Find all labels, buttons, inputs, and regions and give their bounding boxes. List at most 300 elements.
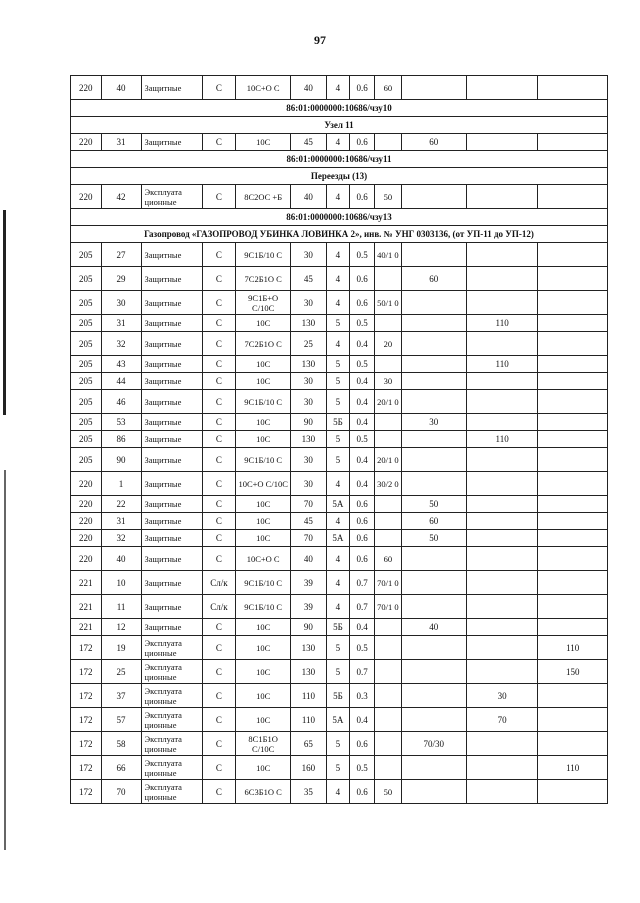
cell-cut-d bbox=[538, 780, 608, 804]
cell-cut-a bbox=[375, 134, 401, 151]
cell-composition: 10С bbox=[236, 756, 291, 780]
cell-cut-d bbox=[538, 547, 608, 571]
cell-cut-d bbox=[538, 595, 608, 619]
cell-cut-d bbox=[538, 496, 608, 513]
cell-cut-a: 20 bbox=[375, 332, 401, 356]
cell-class: 4 bbox=[326, 571, 349, 595]
cell-cut-d bbox=[538, 571, 608, 595]
cell-quarter: 205 bbox=[71, 332, 102, 356]
cell-cut-a: 20/1 0 bbox=[375, 390, 401, 414]
cell-owner: С bbox=[202, 513, 236, 530]
cell-cut-d bbox=[538, 315, 608, 332]
table-row bbox=[71, 547, 608, 571]
cell-cut-b: 40 bbox=[401, 619, 466, 636]
cell-composition: 10С bbox=[236, 530, 291, 547]
table-section-header bbox=[71, 168, 608, 185]
table-section-header bbox=[71, 226, 608, 243]
cell-plot: 66 bbox=[101, 756, 141, 780]
cell-composition: 8С2ОС +Б bbox=[236, 185, 291, 209]
cell-cut-c bbox=[466, 448, 538, 472]
cell-cut-a bbox=[375, 530, 401, 547]
cell-cut-c bbox=[466, 636, 538, 660]
cell-cut-a: 40/1 0 bbox=[375, 243, 401, 267]
cell-cut-b bbox=[401, 243, 466, 267]
cell-plot: 31 bbox=[101, 134, 141, 151]
cell-cut-c bbox=[466, 780, 538, 804]
cell-owner: С bbox=[202, 530, 236, 547]
cell-cut-a: 60 bbox=[375, 76, 401, 100]
table-row bbox=[71, 448, 608, 472]
cell-cut-d: 110 bbox=[538, 636, 608, 660]
cell-composition: 10С bbox=[236, 636, 291, 660]
table-row bbox=[71, 332, 608, 356]
cell-category: Защитные bbox=[141, 547, 202, 571]
cell-density: 0.4 bbox=[349, 448, 374, 472]
cell-class: 4 bbox=[326, 76, 349, 100]
section-header-text: 86:01:0000000:10686/чзу13 bbox=[71, 209, 608, 226]
cell-cut-c bbox=[466, 472, 538, 496]
cell-quarter: 205 bbox=[71, 356, 102, 373]
cell-cut-a bbox=[375, 496, 401, 513]
cell-cut-c: 110 bbox=[466, 431, 538, 448]
cell-cut-b bbox=[401, 708, 466, 732]
cell-cut-b bbox=[401, 291, 466, 315]
cell-plot: 44 bbox=[101, 373, 141, 390]
cell-cut-c bbox=[466, 243, 538, 267]
cell-plot: 10 bbox=[101, 571, 141, 595]
cell-age: 160 bbox=[291, 756, 327, 780]
cell-quarter: 205 bbox=[71, 267, 102, 291]
table-row bbox=[71, 431, 608, 448]
cell-composition: 10С bbox=[236, 619, 291, 636]
cell-density: 0.7 bbox=[349, 660, 374, 684]
cell-cut-d bbox=[538, 373, 608, 390]
cell-cut-d bbox=[538, 530, 608, 547]
cell-cut-b bbox=[401, 448, 466, 472]
cell-composition: 10С+О С bbox=[236, 547, 291, 571]
cell-composition: 7С2Б1О С bbox=[236, 332, 291, 356]
cell-plot: 37 bbox=[101, 684, 141, 708]
cell-cut-d bbox=[538, 448, 608, 472]
cell-age: 39 bbox=[291, 571, 327, 595]
table-row bbox=[71, 595, 608, 619]
cell-owner: С bbox=[202, 496, 236, 513]
cell-category: Эксплуата ционные bbox=[141, 185, 202, 209]
cell-owner: С bbox=[202, 547, 236, 571]
cell-class: 5А bbox=[326, 708, 349, 732]
cell-composition: 10С bbox=[236, 414, 291, 431]
table-section-header bbox=[71, 151, 608, 168]
cell-cut-b bbox=[401, 356, 466, 373]
cell-cut-b bbox=[401, 390, 466, 414]
cell-density: 0.5 bbox=[349, 315, 374, 332]
cell-category: Эксплуата ционные bbox=[141, 636, 202, 660]
cell-owner: С bbox=[202, 414, 236, 431]
section-header-text: 86:01:0000000:10686/чзу10 bbox=[71, 100, 608, 117]
cell-density: 0.4 bbox=[349, 390, 374, 414]
scan-margin-mark bbox=[3, 210, 6, 415]
cell-plot: 32 bbox=[101, 332, 141, 356]
cell-cut-b: 50 bbox=[401, 530, 466, 547]
cell-class: 4 bbox=[326, 243, 349, 267]
cell-class: 4 bbox=[326, 513, 349, 530]
cell-composition: 9С1Б+О С/10С bbox=[236, 291, 291, 315]
cell-cut-b: 70/30 bbox=[401, 732, 466, 756]
cell-class: 4 bbox=[326, 472, 349, 496]
cell-composition: 10С+О С bbox=[236, 76, 291, 100]
section-header-text: Переезды (13) bbox=[71, 168, 608, 185]
cell-class: 4 bbox=[326, 185, 349, 209]
cell-owner: С bbox=[202, 291, 236, 315]
cell-cut-a bbox=[375, 315, 401, 332]
cell-owner: С bbox=[202, 684, 236, 708]
cell-cut-c bbox=[466, 513, 538, 530]
cell-cut-a: 50/1 0 bbox=[375, 291, 401, 315]
cell-cut-a: 20/1 0 bbox=[375, 448, 401, 472]
cell-category: Защитные bbox=[141, 390, 202, 414]
cell-cut-a bbox=[375, 356, 401, 373]
page-number: 97 bbox=[314, 33, 326, 47]
cell-age: 90 bbox=[291, 619, 327, 636]
cell-plot: 25 bbox=[101, 660, 141, 684]
cell-owner: С bbox=[202, 431, 236, 448]
cell-quarter: 220 bbox=[71, 496, 102, 513]
cell-cut-c bbox=[466, 291, 538, 315]
cell-cut-a bbox=[375, 414, 401, 431]
table-section-header bbox=[71, 117, 608, 134]
cell-cut-c bbox=[466, 547, 538, 571]
cell-density: 0.7 bbox=[349, 595, 374, 619]
cell-cut-b bbox=[401, 571, 466, 595]
cell-cut-b bbox=[401, 185, 466, 209]
cell-composition: 9С1Б/10 С bbox=[236, 448, 291, 472]
cell-owner: С bbox=[202, 243, 236, 267]
cell-class: 5Б bbox=[326, 414, 349, 431]
cell-category: Защитные bbox=[141, 571, 202, 595]
cell-cut-d bbox=[538, 390, 608, 414]
cell-density: 0.6 bbox=[349, 185, 374, 209]
cell-cut-c bbox=[466, 496, 538, 513]
cell-cut-d: 150 bbox=[538, 660, 608, 684]
cell-cut-d bbox=[538, 684, 608, 708]
cell-plot: 32 bbox=[101, 530, 141, 547]
cell-cut-c bbox=[466, 373, 538, 390]
cell-cut-b bbox=[401, 373, 466, 390]
cell-cut-c bbox=[466, 185, 538, 209]
cell-category: Защитные bbox=[141, 373, 202, 390]
table-row bbox=[71, 684, 608, 708]
table-section-header bbox=[71, 209, 608, 226]
cell-plot: 43 bbox=[101, 356, 141, 373]
cell-plot: 11 bbox=[101, 595, 141, 619]
cell-density: 0.5 bbox=[349, 431, 374, 448]
table-row bbox=[71, 267, 608, 291]
cell-cut-c bbox=[466, 595, 538, 619]
cell-cut-b bbox=[401, 595, 466, 619]
cell-density: 0.4 bbox=[349, 472, 374, 496]
cell-quarter: 172 bbox=[71, 660, 102, 684]
cell-cut-b: 50 bbox=[401, 496, 466, 513]
cell-owner: С bbox=[202, 315, 236, 332]
cell-category: Защитные bbox=[141, 595, 202, 619]
cell-quarter: 220 bbox=[71, 513, 102, 530]
cell-cut-a: 70/1 0 bbox=[375, 571, 401, 595]
table-row bbox=[71, 619, 608, 636]
cell-category: Эксплуата ционные bbox=[141, 732, 202, 756]
cell-quarter: 205 bbox=[71, 414, 102, 431]
table-row bbox=[71, 660, 608, 684]
cell-age: 130 bbox=[291, 636, 327, 660]
cell-age: 40 bbox=[291, 547, 327, 571]
cell-age: 30 bbox=[291, 291, 327, 315]
cell-category: Эксплуата ционные bbox=[141, 780, 202, 804]
cell-quarter: 172 bbox=[71, 756, 102, 780]
cell-age: 30 bbox=[291, 448, 327, 472]
cell-category: Защитные bbox=[141, 267, 202, 291]
cell-density: 0.6 bbox=[349, 780, 374, 804]
cell-composition: 9С1Б/10 С bbox=[236, 595, 291, 619]
cell-quarter: 172 bbox=[71, 708, 102, 732]
cell-category: Защитные bbox=[141, 332, 202, 356]
cell-owner: С bbox=[202, 267, 236, 291]
cell-age: 45 bbox=[291, 134, 327, 151]
cell-cut-d bbox=[538, 732, 608, 756]
cell-cut-c bbox=[466, 530, 538, 547]
cell-cut-c: 70 bbox=[466, 708, 538, 732]
cell-category: Защитные bbox=[141, 496, 202, 513]
cell-cut-a: 50 bbox=[375, 780, 401, 804]
cell-cut-b bbox=[401, 547, 466, 571]
table-row bbox=[71, 291, 608, 315]
cell-age: 90 bbox=[291, 414, 327, 431]
cell-class: 5 bbox=[326, 373, 349, 390]
cell-cut-b bbox=[401, 76, 466, 100]
cell-density: 0.6 bbox=[349, 513, 374, 530]
table-row bbox=[71, 530, 608, 547]
cell-cut-c: 110 bbox=[466, 356, 538, 373]
cell-cut-b bbox=[401, 431, 466, 448]
cell-quarter: 172 bbox=[71, 684, 102, 708]
cell-category: Защитные bbox=[141, 356, 202, 373]
cell-cut-a bbox=[375, 708, 401, 732]
table-row bbox=[71, 636, 608, 660]
table-row bbox=[71, 414, 608, 431]
cell-density: 0.6 bbox=[349, 530, 374, 547]
table-row bbox=[71, 732, 608, 756]
cell-class: 5 bbox=[326, 636, 349, 660]
table-row bbox=[71, 472, 608, 496]
cell-owner: С bbox=[202, 185, 236, 209]
cell-density: 0.6 bbox=[349, 732, 374, 756]
cell-class: 5Б bbox=[326, 684, 349, 708]
cell-age: 110 bbox=[291, 708, 327, 732]
cell-density: 0.6 bbox=[349, 547, 374, 571]
cell-category: Защитные bbox=[141, 76, 202, 100]
cell-quarter: 205 bbox=[71, 373, 102, 390]
cell-age: 130 bbox=[291, 431, 327, 448]
cell-category: Защитные bbox=[141, 315, 202, 332]
cell-cut-c bbox=[466, 619, 538, 636]
cell-quarter: 205 bbox=[71, 315, 102, 332]
cell-density: 0.5 bbox=[349, 756, 374, 780]
cell-age: 130 bbox=[291, 660, 327, 684]
cell-category: Эксплуата ционные bbox=[141, 660, 202, 684]
cell-composition: 8С1Б1О С/10С bbox=[236, 732, 291, 756]
cell-cut-b: 60 bbox=[401, 134, 466, 151]
cell-class: 5Б bbox=[326, 619, 349, 636]
cell-density: 0.3 bbox=[349, 684, 374, 708]
cell-cut-b bbox=[401, 472, 466, 496]
cell-age: 70 bbox=[291, 530, 327, 547]
cell-cut-a bbox=[375, 267, 401, 291]
cell-density: 0.6 bbox=[349, 291, 374, 315]
cell-composition: 10С bbox=[236, 134, 291, 151]
cell-cut-c bbox=[466, 390, 538, 414]
cell-cut-d bbox=[538, 431, 608, 448]
cell-class: 5 bbox=[326, 315, 349, 332]
cell-age: 65 bbox=[291, 732, 327, 756]
cell-composition: 10С bbox=[236, 315, 291, 332]
cell-owner: С bbox=[202, 332, 236, 356]
cell-owner: С bbox=[202, 448, 236, 472]
cell-category: Защитные bbox=[141, 134, 202, 151]
cell-class: 4 bbox=[326, 595, 349, 619]
cell-cut-c bbox=[466, 414, 538, 431]
cell-quarter: 220 bbox=[71, 472, 102, 496]
cell-quarter: 205 bbox=[71, 291, 102, 315]
cell-density: 0.6 bbox=[349, 496, 374, 513]
cell-cut-d bbox=[538, 414, 608, 431]
cell-class: 5 bbox=[326, 448, 349, 472]
cell-owner: С bbox=[202, 636, 236, 660]
cell-density: 0.7 bbox=[349, 571, 374, 595]
cell-density: 0.4 bbox=[349, 708, 374, 732]
cell-plot: 19 bbox=[101, 636, 141, 660]
cell-cut-a: 60 bbox=[375, 547, 401, 571]
cell-age: 40 bbox=[291, 185, 327, 209]
cell-plot: 1 bbox=[101, 472, 141, 496]
cell-cut-d bbox=[538, 472, 608, 496]
cell-cut-a bbox=[375, 636, 401, 660]
cell-cut-d bbox=[538, 332, 608, 356]
cell-age: 45 bbox=[291, 267, 327, 291]
cell-density: 0.4 bbox=[349, 332, 374, 356]
cell-plot: 57 bbox=[101, 708, 141, 732]
cell-composition: 10С bbox=[236, 373, 291, 390]
cell-cut-b bbox=[401, 636, 466, 660]
cell-category: Защитные bbox=[141, 243, 202, 267]
cell-composition: 9С1Б/10 С bbox=[236, 243, 291, 267]
cell-quarter: 220 bbox=[71, 134, 102, 151]
table-row bbox=[71, 185, 608, 209]
cell-cut-b bbox=[401, 684, 466, 708]
cell-cut-c bbox=[466, 756, 538, 780]
table-row bbox=[71, 571, 608, 595]
cell-plot: 31 bbox=[101, 513, 141, 530]
cell-owner: С bbox=[202, 708, 236, 732]
cell-class: 5 bbox=[326, 660, 349, 684]
cell-quarter: 205 bbox=[71, 431, 102, 448]
cell-owner: С bbox=[202, 134, 236, 151]
cell-age: 70 bbox=[291, 496, 327, 513]
cell-quarter: 205 bbox=[71, 243, 102, 267]
cell-cut-a: 30/2 0 bbox=[375, 472, 401, 496]
cell-quarter: 221 bbox=[71, 595, 102, 619]
cell-category: Защитные bbox=[141, 530, 202, 547]
scan-margin-mark-lower bbox=[4, 470, 6, 850]
cell-class: 5А bbox=[326, 530, 349, 547]
cell-cut-a bbox=[375, 756, 401, 780]
cell-age: 39 bbox=[291, 595, 327, 619]
cell-owner: Сл/к bbox=[202, 595, 236, 619]
cell-quarter: 221 bbox=[71, 571, 102, 595]
table-section-header bbox=[71, 100, 608, 117]
cell-cut-d bbox=[538, 513, 608, 530]
cell-age: 30 bbox=[291, 373, 327, 390]
cell-age: 25 bbox=[291, 332, 327, 356]
cell-composition: 10С bbox=[236, 431, 291, 448]
cell-cut-d bbox=[538, 291, 608, 315]
table-row bbox=[71, 315, 608, 332]
cell-class: 5 bbox=[326, 390, 349, 414]
table-row bbox=[71, 373, 608, 390]
cell-plot: 29 bbox=[101, 267, 141, 291]
cell-category: Эксплуата ционные bbox=[141, 684, 202, 708]
cell-density: 0.5 bbox=[349, 636, 374, 660]
cell-owner: С bbox=[202, 619, 236, 636]
cell-age: 30 bbox=[291, 243, 327, 267]
cell-age: 110 bbox=[291, 684, 327, 708]
cell-quarter: 220 bbox=[71, 547, 102, 571]
cell-category: Защитные bbox=[141, 431, 202, 448]
cell-plot: 90 bbox=[101, 448, 141, 472]
cell-age: 30 bbox=[291, 472, 327, 496]
cell-cut-a bbox=[375, 684, 401, 708]
section-header-text: Газопровод «ГАЗОПРОВОД УБИНКА ЛОВИНКА 2», инв. № УНГ 0303136, (от УП-11 до УП-12) bbox=[71, 226, 608, 243]
cell-owner: С bbox=[202, 76, 236, 100]
table-row bbox=[71, 496, 608, 513]
cell-category: Защитные bbox=[141, 448, 202, 472]
cell-plot: 40 bbox=[101, 76, 141, 100]
cell-cut-d bbox=[538, 708, 608, 732]
cell-cut-a bbox=[375, 513, 401, 530]
cell-age: 130 bbox=[291, 315, 327, 332]
cell-composition: 10С bbox=[236, 660, 291, 684]
cell-class: 4 bbox=[326, 267, 349, 291]
cell-plot: 31 bbox=[101, 315, 141, 332]
cell-composition: 10С bbox=[236, 496, 291, 513]
cell-cut-d bbox=[538, 243, 608, 267]
cell-cut-d bbox=[538, 76, 608, 100]
cell-class: 5 bbox=[326, 732, 349, 756]
cell-quarter: 172 bbox=[71, 780, 102, 804]
cell-density: 0.4 bbox=[349, 414, 374, 431]
cell-quarter: 221 bbox=[71, 619, 102, 636]
cell-cut-c: 110 bbox=[466, 315, 538, 332]
cell-composition: 10С bbox=[236, 684, 291, 708]
cell-category: Защитные bbox=[141, 414, 202, 431]
cell-class: 5 bbox=[326, 431, 349, 448]
cell-plot: 40 bbox=[101, 547, 141, 571]
cell-class: 4 bbox=[326, 332, 349, 356]
cell-quarter: 172 bbox=[71, 732, 102, 756]
cell-density: 0.5 bbox=[349, 356, 374, 373]
cell-density: 0.4 bbox=[349, 619, 374, 636]
table-row bbox=[71, 134, 608, 151]
cell-cut-c bbox=[466, 732, 538, 756]
table-row bbox=[71, 76, 608, 100]
cell-quarter: 205 bbox=[71, 448, 102, 472]
